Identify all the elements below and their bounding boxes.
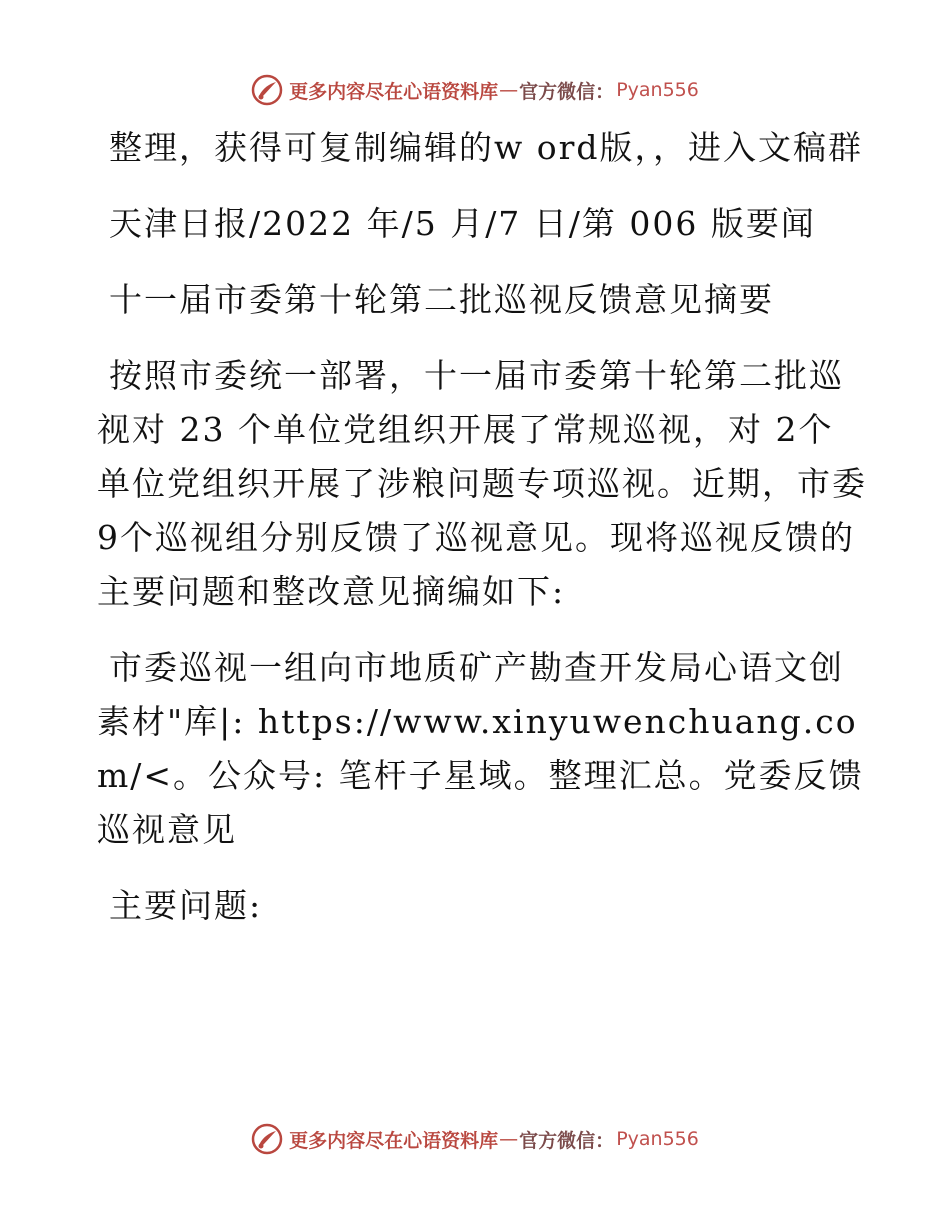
paragraph-intro: 整理，获得可复制编辑的w ord版，，进入文稿群: [109, 128, 864, 167]
paragraph-main-issues: 主要问题:: [109, 886, 263, 925]
footer-watermark: [0, 1121, 950, 1157]
header-watermark: [0, 72, 950, 108]
paragraph-group-one: 市委巡视一组向市地质矿产勘查开发局心语文创素材"库|: https://www.xinyuwenchuang.com/<。公众号: 笔杆子星域。整理汇总。党委反馈巡视意见: [97, 648, 864, 849]
watermark-main-text: 更多内容尽在心语资料库: [289, 80, 499, 103]
watermark-wechat-id: Pyan556: [616, 79, 699, 101]
watermark-separator: —: [499, 79, 519, 101]
watermark-official-label: 官方微信：: [519, 80, 615, 103]
paragraph-title: 十一届市委第十轮第二批巡视反馈意见摘要: [109, 280, 774, 319]
document-body: [97, 121, 867, 955]
brush-logo-icon: [251, 74, 283, 106]
watermark-main-text: 更多内容尽在心语资料库: [289, 1129, 499, 1152]
watermark-official-label: 官方微信：: [519, 1129, 615, 1152]
watermark-wechat-id: Pyan556: [616, 1128, 699, 1150]
watermark-separator: —: [499, 1128, 519, 1150]
brush-logo-icon: [251, 1123, 283, 1155]
paragraph-source: 天津日报/2022 年/5 月/7 日/第 006 版要闻: [109, 204, 816, 243]
paragraph-overview: 按照市委统一部署，十一届市委第十轮第二批巡视对 23 个单位党组织开展了常规巡视，对 2个单位党组织开展了涉粮问题专项巡视。近期，市委 9个巡视组分别反馈了巡视意见。现将巡视反馈的主要问题和整改意见摘编如下:: [97, 356, 867, 611]
